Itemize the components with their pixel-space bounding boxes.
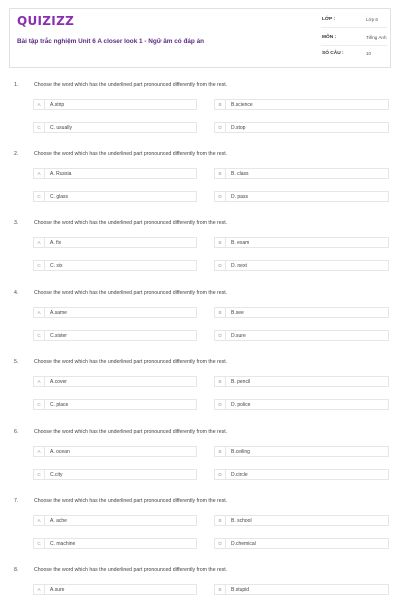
option-text: C. six <box>50 263 63 269</box>
option-text: D.circle <box>231 472 248 478</box>
option-letter: A <box>34 308 45 317</box>
meta-count-value: 10 <box>366 51 372 56</box>
answer-option-c[interactable] <box>33 191 197 202</box>
question-number: 5. <box>14 359 19 365</box>
option-text: A.same <box>50 310 67 316</box>
option-text: D. pass <box>231 194 248 200</box>
option-letter: D <box>215 123 226 132</box>
option-letter: C <box>34 331 45 340</box>
answer-option-c[interactable] <box>33 122 197 133</box>
meta-count-label: SỐ CÂU : <box>322 51 344 56</box>
meta-subject-value: Tiếng Anh <box>366 35 387 40</box>
option-text: C.sister <box>50 333 67 339</box>
question-number: 4. <box>14 290 19 296</box>
option-letter: A <box>34 585 45 594</box>
answer-option-a[interactable] <box>33 446 197 457</box>
option-letter: C <box>34 539 45 548</box>
option-text: A.sure <box>50 587 65 593</box>
option-text: A. fix <box>50 240 62 246</box>
question-text: Choose the word which has the underlined part pronounced differently from the rest. <box>34 498 228 504</box>
option-letter: C <box>34 261 45 270</box>
option-letter: A <box>34 516 45 525</box>
question-text: Choose the word which has the underlined part pronounced differently from the rest. <box>34 429 228 435</box>
question-number: 2. <box>14 151 19 157</box>
answer-option-b[interactable] <box>214 446 389 457</box>
option-text: A. ache <box>50 518 67 524</box>
question-number: 1. <box>14 82 19 88</box>
answer-option-d[interactable] <box>214 260 389 271</box>
option-text: D.chemical <box>231 541 256 547</box>
question-text: Choose the word which has the underlined part pronounced differently from the rest. <box>34 359 228 365</box>
answer-option-a[interactable] <box>33 376 197 387</box>
answer-option-b[interactable] <box>214 168 389 179</box>
answer-option-d[interactable] <box>214 538 389 549</box>
option-text: A. Russia <box>50 171 72 177</box>
option-letter: A <box>34 169 45 178</box>
option-letter: A <box>34 238 45 247</box>
option-text: A.strip <box>50 102 65 108</box>
option-letter: D <box>215 470 226 479</box>
option-text: C.city <box>50 472 63 478</box>
meta-grade-value: Lớp 6 <box>366 17 378 22</box>
option-letter: B <box>215 377 226 386</box>
question-text: Choose the word which has the underlined part pronounced differently from the rest. <box>34 82 228 88</box>
meta-grade-label: LỚP : <box>322 17 336 22</box>
quizizz-logo: QUIZIZZ <box>17 14 75 28</box>
answer-option-c[interactable] <box>33 469 197 480</box>
option-text: C. machine <box>50 541 76 547</box>
answer-option-d[interactable] <box>214 399 389 410</box>
option-letter: A <box>34 447 45 456</box>
option-letter: B <box>215 308 226 317</box>
answer-option-c[interactable] <box>33 399 197 410</box>
option-text: B. pencil <box>231 379 251 385</box>
question-number: 3. <box>14 220 19 226</box>
option-text: B.ceiling <box>231 449 250 455</box>
answer-option-c[interactable] <box>33 330 197 341</box>
option-text: B.see <box>231 310 244 316</box>
option-text: A.cover <box>50 379 67 385</box>
option-letter: C <box>34 192 45 201</box>
question-text: Choose the word which has the underlined part pronounced differently from the rest. <box>34 290 228 296</box>
option-text: D.sure <box>231 333 246 339</box>
option-text: A. ocean <box>50 449 70 455</box>
answer-option-a[interactable] <box>33 99 197 110</box>
option-letter: C <box>34 400 45 409</box>
answer-option-b[interactable] <box>214 307 389 318</box>
answer-option-d[interactable] <box>214 330 389 341</box>
meta-grade <box>321 13 387 28</box>
answer-option-a[interactable] <box>33 515 197 526</box>
option-text: B. class <box>231 171 249 177</box>
answer-option-b[interactable] <box>214 99 389 110</box>
option-text: B.stupid <box>231 587 250 593</box>
option-letter: B <box>215 516 226 525</box>
answer-option-d[interactable] <box>214 191 389 202</box>
answer-option-a[interactable] <box>33 168 197 179</box>
option-letter: D <box>215 261 226 270</box>
option-text: D. next <box>231 263 247 269</box>
option-letter: B <box>215 447 226 456</box>
option-letter: D <box>215 192 226 201</box>
meta-count <box>321 47 387 61</box>
option-text: D. police <box>231 402 251 408</box>
question-text: Choose the word which has the underlined part pronounced differently from the rest. <box>34 220 228 226</box>
option-letter: B <box>215 169 226 178</box>
answer-option-b[interactable] <box>214 376 389 387</box>
option-text: B.science <box>231 102 253 108</box>
answer-option-d[interactable] <box>214 469 389 480</box>
meta-subject-label: MÔN : <box>322 35 337 40</box>
answer-option-c[interactable] <box>33 538 197 549</box>
option-letter: C <box>34 470 45 479</box>
option-letter: A <box>34 100 45 109</box>
option-text: D.stop <box>231 125 246 131</box>
question-number: 8. <box>14 567 19 573</box>
option-letter: D <box>215 331 226 340</box>
option-text: C. place <box>50 402 69 408</box>
question-text: Choose the word which has the underlined part pronounced differently from the rest. <box>34 567 228 573</box>
worksheet-title: Bài tập trắc nghiệm Unit 6 A closer look 1 - Ngữ âm có đáp án <box>17 38 205 45</box>
answer-option-a[interactable] <box>33 584 197 595</box>
option-letter: B <box>215 100 226 109</box>
worksheet-header <box>9 8 391 68</box>
option-letter: C <box>34 123 45 132</box>
answer-option-b[interactable] <box>214 584 389 595</box>
question-number: 6. <box>14 429 19 435</box>
question-number: 7. <box>14 498 19 504</box>
option-text: C. glass <box>50 194 69 200</box>
option-text: B. exam <box>231 240 250 246</box>
option-letter: D <box>215 400 226 409</box>
answer-option-a[interactable] <box>33 237 197 248</box>
question-text: Choose the word which has the underlined part pronounced differently from the rest. <box>34 151 228 157</box>
option-text: B. school <box>231 518 252 524</box>
option-text: C. usually <box>50 125 72 131</box>
answer-option-c[interactable] <box>33 260 197 271</box>
option-letter: B <box>215 238 226 247</box>
meta-subject <box>321 31 387 46</box>
option-letter: D <box>215 539 226 548</box>
option-letter: A <box>34 377 45 386</box>
answer-option-b[interactable] <box>214 237 389 248</box>
answer-option-b[interactable] <box>214 515 389 526</box>
option-letter: B <box>215 585 226 594</box>
answer-option-a[interactable] <box>33 307 197 318</box>
answer-option-d[interactable] <box>214 122 389 133</box>
